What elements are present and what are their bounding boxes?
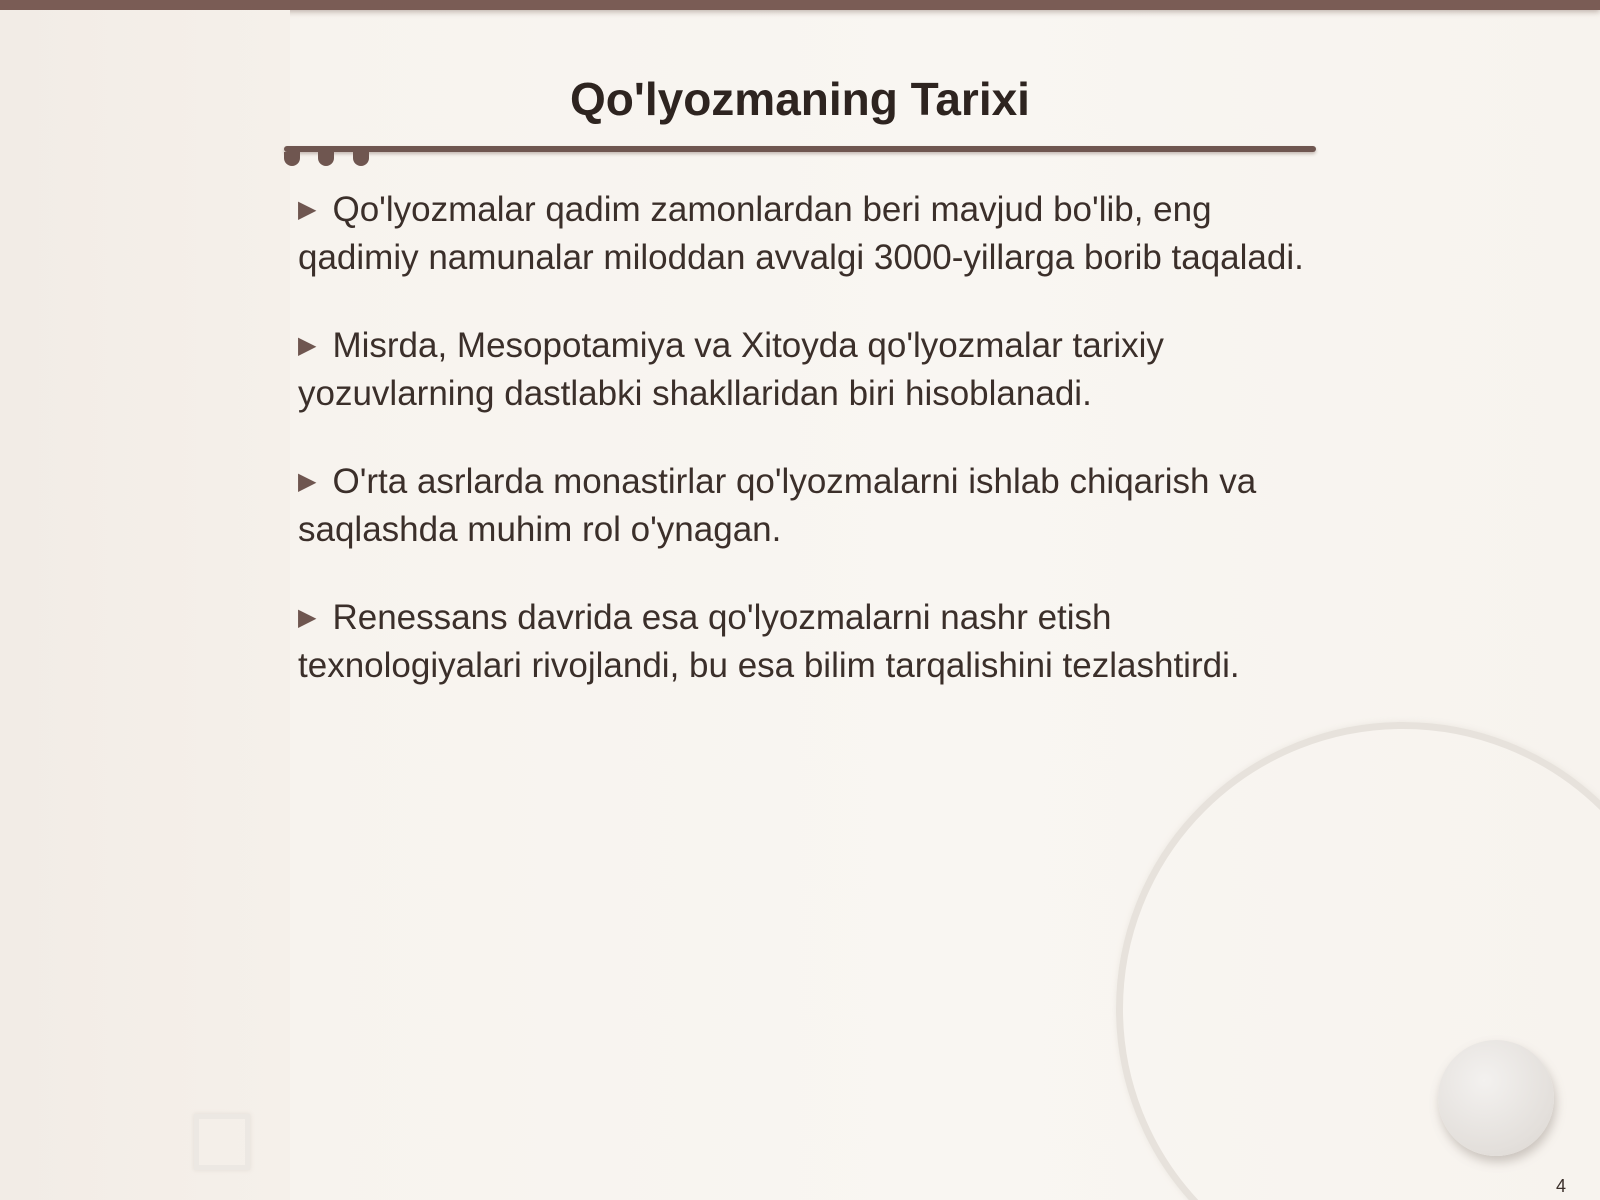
bullet-item <box>298 594 1318 690</box>
underline-dot <box>353 152 369 166</box>
decorative-disc <box>1438 1040 1554 1156</box>
triangle-bullet-icon: ▶ <box>298 196 317 223</box>
bullet-text: Misrda, Mesopotamiya va Xitoyda qo'lyozmalar tarixiy yozuvlarning dastlabki shakllaridan biri hisoblanadi. <box>298 326 1164 413</box>
bullet-text: O'rta asrlarda monastirlar qo'lyozmalarni ishlab chiqarish va saqlashda muhim rol o'ynagan. <box>298 462 1257 549</box>
slide-title: Qo'lyozmaning Tarixi <box>570 73 1030 125</box>
triangle-bullet-icon: ▶ <box>298 332 317 359</box>
page-number: 4 <box>1555 1176 1566 1196</box>
bullet-item <box>298 186 1318 282</box>
top-accent-bar <box>0 0 1600 10</box>
bullet-item <box>298 458 1318 554</box>
bullet-item <box>298 322 1318 418</box>
bullet-text: Qo'lyozmalar qadim zamonlardan beri mavjud bo'lib, eng qadimiy namunalar miloddan avvalgi 3000-yillarga borib taqaladi. <box>298 190 1304 277</box>
underline-dot <box>284 152 300 166</box>
triangle-bullet-icon: ▶ <box>298 604 317 631</box>
bullet-text: Renessans davrida esa qo'lyozmalarni nashr etish texnologiyalari rivojlandi, bu esa bilim tarqalishini tezlashtirdi. <box>298 598 1240 685</box>
triangle-bullet-icon: ▶ <box>298 468 317 495</box>
title-underline <box>284 146 1316 152</box>
bullet-list <box>298 186 1318 730</box>
underline-dot <box>318 152 334 166</box>
decorative-square <box>194 1114 250 1170</box>
left-panel-background <box>0 10 290 1200</box>
